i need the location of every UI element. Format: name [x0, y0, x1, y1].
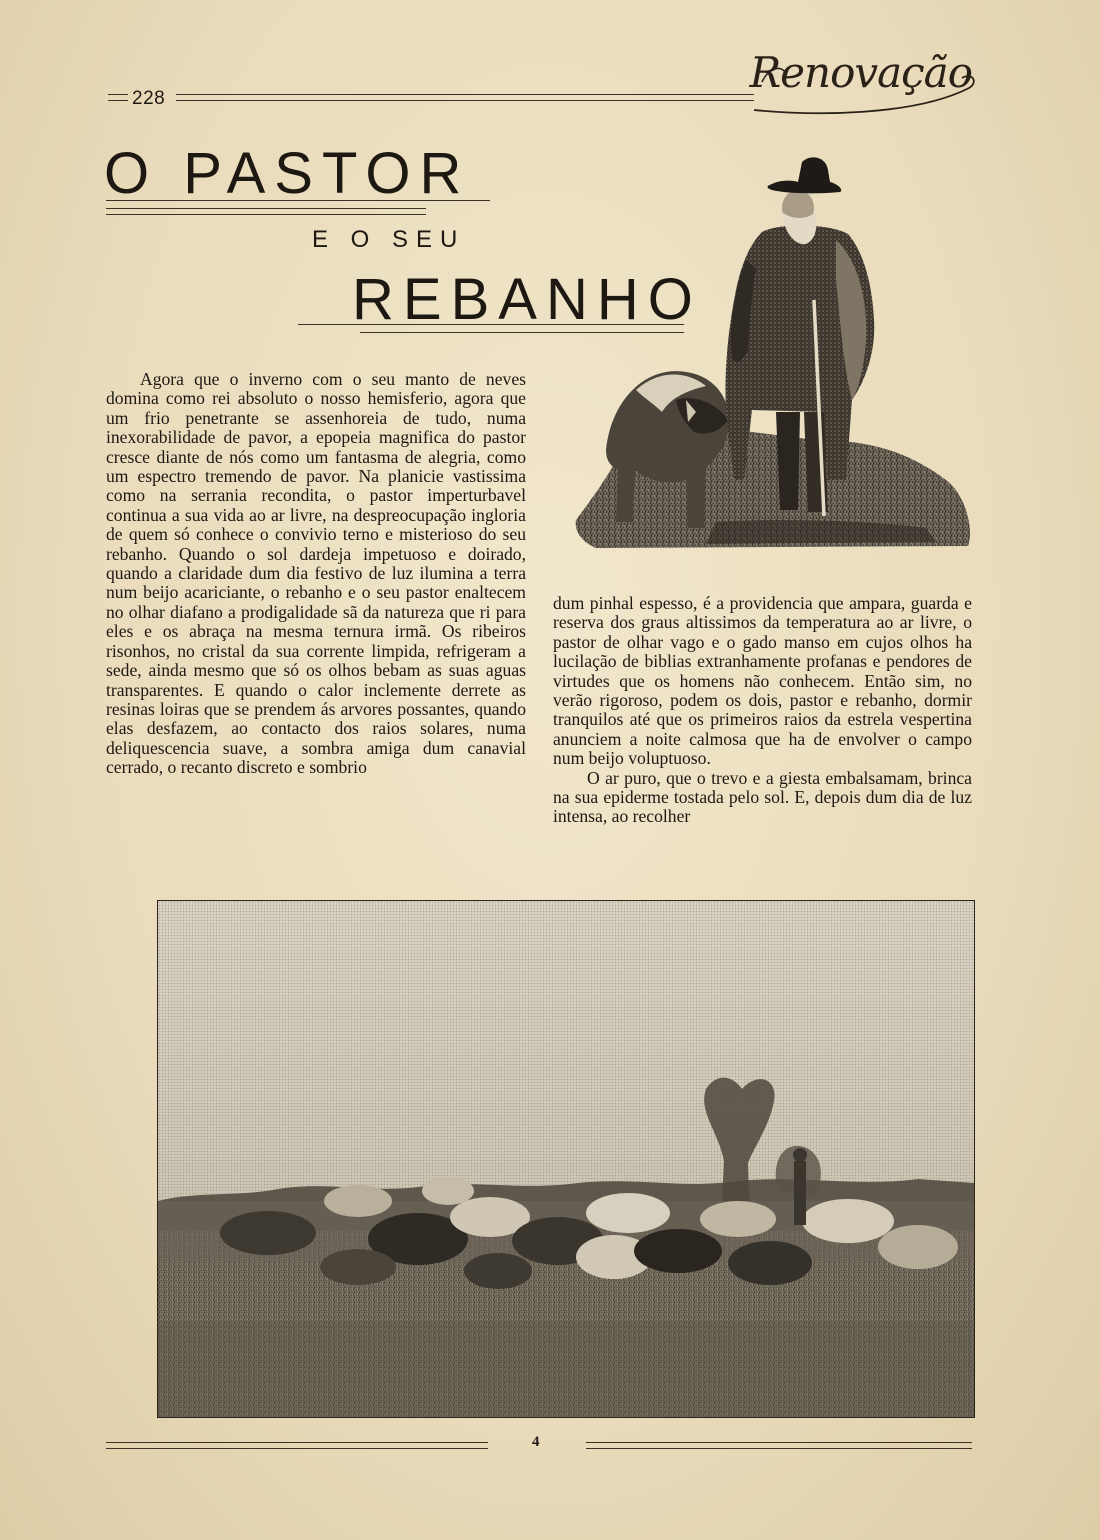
header-rule-left-bottom	[108, 100, 128, 101]
paragraph-2: O ar puro, que o trevo e a giesta embalsamam, brinca na sua epiderme tostada pelo sol. E, depois dum dia de luz intensa, ao recolher	[553, 767, 972, 827]
footer-rule-left-top	[106, 1442, 488, 1443]
article-column-right	[553, 594, 972, 827]
paragraph-1: Agora que o inverno com o seu manto de neves domina como rei absoluto o nosso hemisferio, agora que um frio penetrante se assenhoreia de tudo, numa inexorabilidade de pavor, a epopeia magnifica do pastor cresce diante de nós como um fantasma de alegria, como um espectro tremendo de pavor. Na planicie vastissima como na serrania recondita, o pastor imperturbavel continua a sua vida ao ar livre, na despreocupação ingloria de quem só conhece o convivio terno e misterioso do seu rebanho. Quando o sol dardeja impetuoso e doirado, quando a claridade dum dia festivo de luz ilumina a terra num beijo acariciante, o rebanho e o seu pastor enaltecem no olhar diafano a prodigalidade sã da natureza que ri para eles e os abraça na mesma ternura irmã. Os ribeiros risonhos, no cristal da sua corrente limpida, refrigeram a sede, ainda mesmo que só os olhos bebam as suas aguas transparentes. E quando o calor inclemente derrete as resinas loiras que se prendem ás arvores possantes, quando elas desfazem, ao contacto dos raios solares, numa deliquescencia suave, a sombra amiga dum canavial cerrado, o recanto discreto e sombrio	[106, 369, 526, 778]
header-rule-left-top	[108, 94, 128, 95]
header-rule-bottom	[176, 100, 754, 101]
title-rule-1c	[106, 214, 426, 215]
footer-page-number: 4	[532, 1434, 540, 1450]
paragraph-1-continued: dum pinhal espesso, é a providencia que ampara, guarda e reserva dos graus altissimos da temperatura ao ar livre, o pastor de olhar vago e o gado manso em cujos olhos ha lucilação de biblias extranhamente profanas e pendores de virtudes que os homens não conhecem. Então sim, no verão rigoroso, podem os dois, pastor e rebanho, dormir tranquilos até que os primeiros raios da estrela vespertina anunciem a noite calmosa que ha de envolver o campo num beijo voluptuoso.	[553, 593, 972, 769]
title-line-2: E O SEU	[312, 226, 466, 253]
article-column-left	[106, 370, 526, 778]
header-page-number: 228	[132, 88, 166, 109]
masthead-logo: Renovação	[749, 48, 972, 97]
title-line-1: O PASTOR	[104, 141, 471, 206]
footer-rule-right-top	[586, 1442, 972, 1443]
footer-rule-right-bottom	[586, 1448, 972, 1449]
masthead-swash	[734, 58, 984, 128]
footer-rule-left-bottom	[106, 1448, 488, 1449]
title-rule-1a	[106, 200, 490, 201]
flock-of-sheep-photo	[157, 900, 975, 1418]
shepherd-with-dog-photo	[566, 150, 976, 550]
header-rule-top	[176, 94, 754, 95]
title-rule-1b	[106, 208, 426, 209]
title-line-3: REBANHO	[352, 267, 702, 332]
